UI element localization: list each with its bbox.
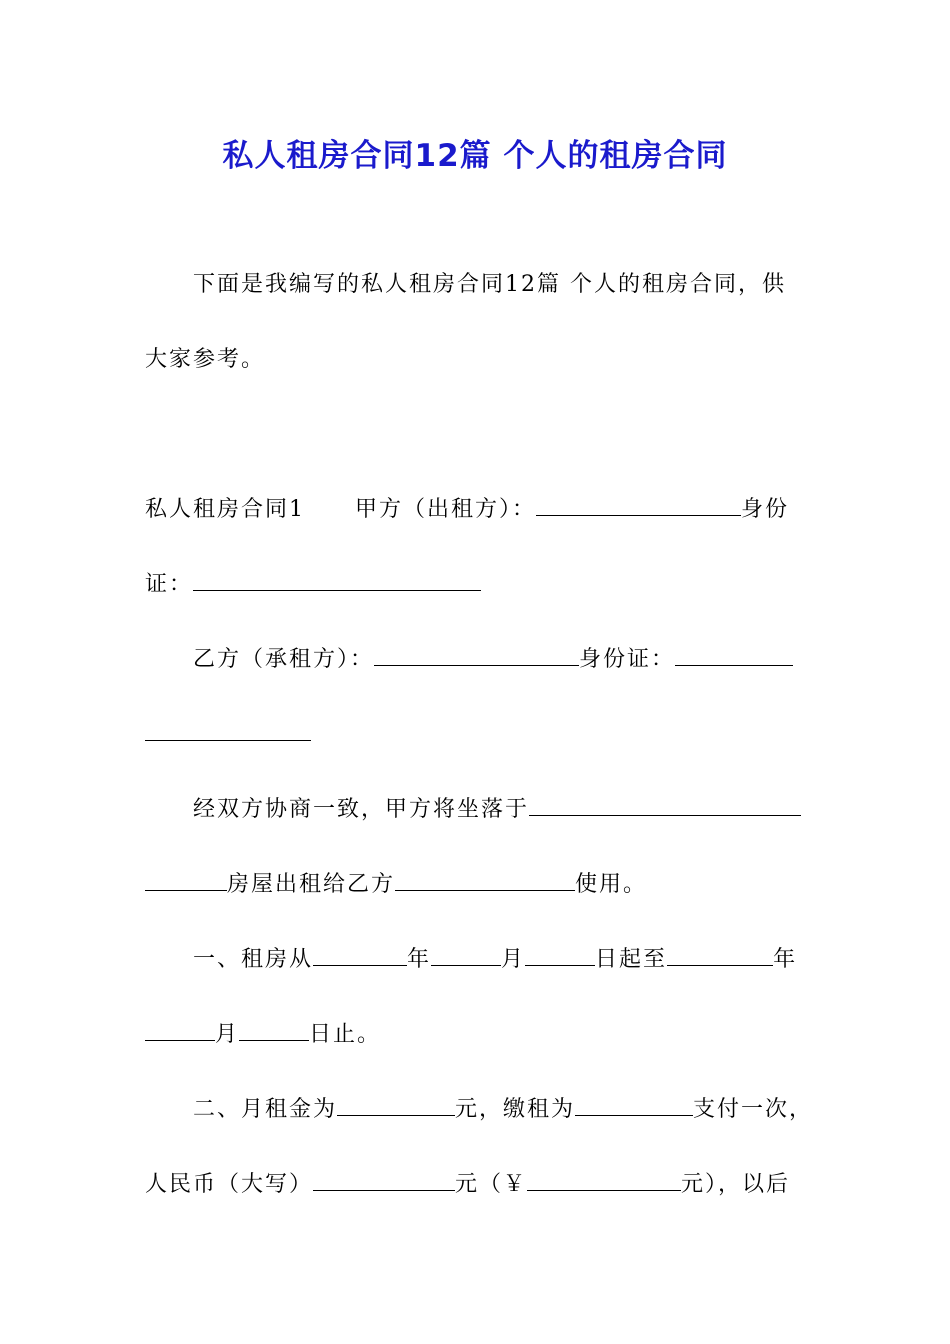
- clause-2-text-c: 支付一次，: [693, 1097, 814, 1122]
- document-title: 私人租房合同12篇 个人的租房合同: [222, 138, 728, 174]
- clause-2-line-1: [193, 1093, 813, 1125]
- party-a-label: 甲方（出租方）：: [355, 497, 537, 522]
- clause-1-line-2: [145, 1018, 381, 1050]
- clause-intro-text-a: 经双方协商一致，甲方将坐落于: [193, 797, 530, 822]
- clause-1-text-a: 一、租房从: [193, 947, 314, 972]
- party-a-id-blank: [193, 568, 481, 591]
- month-label: 月: [215, 1022, 240, 1047]
- party-a-name-blank: [536, 493, 741, 516]
- year-label: 年: [773, 947, 798, 972]
- usage-blank: [395, 868, 575, 891]
- clause-intro-line-2: [145, 868, 647, 900]
- party-b-id-blank: [675, 643, 793, 666]
- id-label-1: 身份: [741, 497, 790, 522]
- intro-paragraph-line-1: 下面是我编写的私人租房合同12篇 个人的租房合同，供: [193, 272, 786, 297]
- clause-intro-text-b: 房屋出租给乙方: [227, 872, 396, 897]
- day-end-label: 日止。: [309, 1022, 382, 1047]
- intro-paragraph-line-2: 大家参考。: [145, 347, 266, 372]
- party-b-id-continued-line: [145, 718, 311, 750]
- property-location-blank: [529, 793, 801, 816]
- amount-figures-blank: [527, 1168, 681, 1191]
- clause-2-text-f: 元），以后: [681, 1172, 791, 1197]
- start-year-blank: [313, 943, 407, 966]
- party-b-id-blank-continued: [145, 718, 311, 741]
- party-b-label: 乙方（承租方）：: [193, 647, 375, 672]
- amount-words-blank: [313, 1168, 455, 1191]
- party-a-id-line: [145, 568, 481, 600]
- clause-2-text-e: 元（￥: [455, 1172, 528, 1197]
- day-from-label: 日起至: [595, 947, 668, 972]
- clause-intro-text-c: 使用。: [575, 872, 648, 897]
- end-month-blank: [145, 1018, 215, 1041]
- payment-period-blank: [575, 1093, 693, 1116]
- month-label: 月: [501, 947, 526, 972]
- start-month-blank: [431, 943, 501, 966]
- end-day-blank: [239, 1018, 309, 1041]
- start-day-blank: [525, 943, 595, 966]
- clause-intro-line-1: [193, 793, 801, 825]
- party-b-line: [193, 643, 793, 675]
- clause-2-text-d: 人民币（大写）: [145, 1172, 314, 1197]
- end-year-blank: [667, 943, 773, 966]
- id-label-2: 身份证：: [579, 647, 676, 672]
- clause-2-text-b: 元，缴租为: [455, 1097, 576, 1122]
- contract-heading: 私人租房合同1: [145, 497, 305, 522]
- year-label: 年: [407, 947, 432, 972]
- clause-1-line-1: [193, 943, 797, 975]
- property-location-blank-continued: [145, 868, 227, 891]
- party-a-line: [145, 493, 789, 525]
- clause-2-text-a: 二、月租金为: [193, 1097, 338, 1122]
- id-label-1b: 证：: [145, 572, 194, 597]
- clause-2-line-2: [145, 1168, 790, 1200]
- party-b-name-blank: [374, 643, 579, 666]
- monthly-rent-blank: [337, 1093, 455, 1116]
